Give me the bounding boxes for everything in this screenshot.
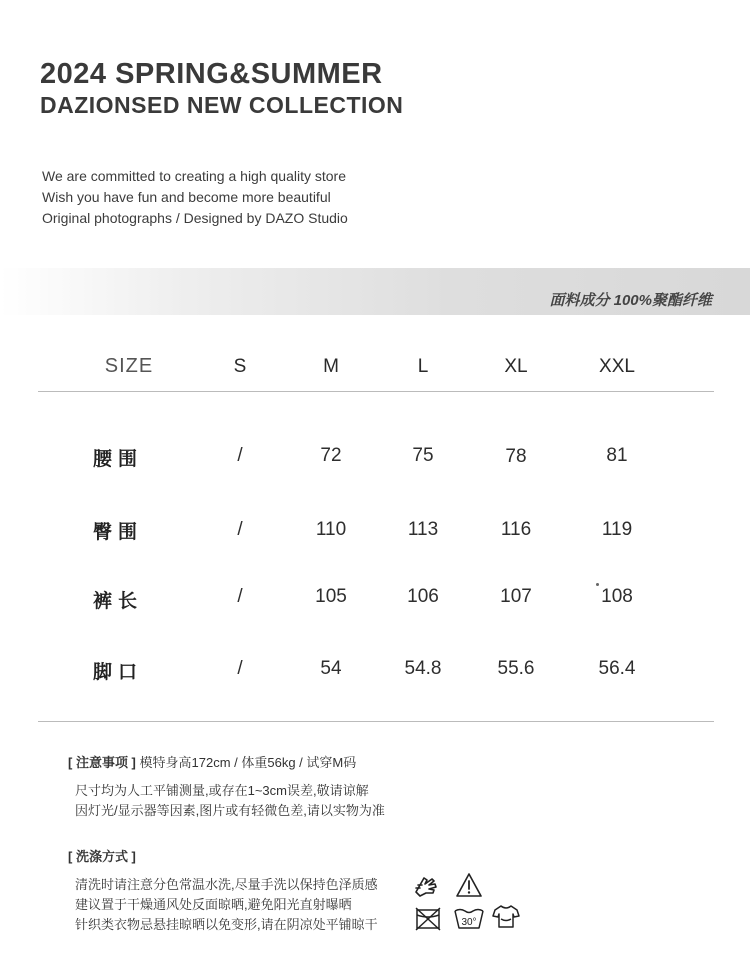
collection-subtitle: DAZIONSED NEW COLLECTION — [40, 92, 404, 118]
washing-title: [ 洗涤方式 ] — [68, 849, 136, 864]
stray-dot — [596, 583, 599, 586]
table-cell: / — [237, 658, 243, 679]
intro-line: We are committed to creating a high quality store — [42, 168, 347, 184]
table-cell: 81 — [606, 445, 628, 466]
table-cell: 105 — [315, 586, 347, 607]
table-cell: 55.6 — [497, 658, 535, 679]
table-cell: 116 — [500, 519, 532, 540]
notes-line: 尺寸均为人工平铺测量,或存在1~3cm误差,敬请谅解 — [75, 783, 369, 798]
row-label-hip: 臀围 — [93, 522, 144, 543]
notes-title: [ 注意事项 ] — [68, 755, 136, 770]
flat-dry-shirt-icon — [491, 903, 521, 931]
warning-icon — [455, 872, 483, 898]
table-top-rule — [38, 391, 714, 392]
size-header-label: SIZE — [104, 355, 154, 377]
notes-header — [68, 752, 356, 771]
table-cell: 54 — [320, 658, 342, 679]
washing-line: 清洗时请注意分色常温水洗,尽量手洗以保持色泽质感 — [75, 877, 378, 892]
do-not-tumble-dry-icon — [414, 906, 442, 932]
wash-30-icon — [452, 905, 486, 931]
size-header-xxl: XXL — [599, 356, 635, 377]
table-cell: / — [237, 519, 243, 540]
notes-model-info: 模特身高172cm / 体重56kg / 试穿M码 — [139, 755, 357, 770]
table-cell: 75 — [412, 445, 434, 466]
intro-text — [42, 166, 348, 229]
row-label-waist: 腰围 — [93, 449, 144, 470]
table-cell: 54.8 — [404, 658, 442, 679]
table-cell: 113 — [407, 519, 439, 540]
size-header-l: L — [417, 356, 429, 377]
table-cell: 110 — [315, 519, 347, 540]
notes-lines — [75, 781, 385, 821]
table-bottom-rule — [38, 721, 714, 722]
table-cell: 108 — [601, 586, 633, 607]
washing-line: 针织类衣物忌悬挂晾晒以免变形,请在阴凉处平铺晾干 — [75, 917, 378, 932]
washing-lines — [75, 875, 378, 935]
collection-title: 2024 SPRING&SUMMER — [40, 58, 383, 90]
size-header-m: M — [323, 356, 339, 377]
washing-line: 建议置于干燥通风处反面晾晒,避免阳光直射曝晒 — [75, 897, 352, 912]
row-label-hem: 脚口 — [93, 662, 144, 683]
table-cell: 72 — [320, 445, 342, 466]
table-cell: 78 — [505, 446, 527, 467]
size-header-s: S — [233, 356, 247, 377]
hand-wash-icon — [412, 870, 442, 900]
size-header-xl: XL — [504, 356, 528, 377]
table-cell: 56.4 — [598, 658, 636, 679]
row-label-length: 裤长 — [93, 591, 144, 612]
intro-line: Original photographs / Designed by DAZO Studio — [42, 210, 348, 226]
fabric-composition: 面料成分 100%聚酯纤维 — [549, 292, 712, 309]
wash-temperature: 30° — [461, 917, 477, 928]
table-cell: 107 — [500, 586, 532, 607]
notes-line: 因灯光/显示器等因素,图片或有轻微色差,请以实物为准 — [75, 803, 385, 818]
table-cell: 119 — [601, 519, 633, 540]
table-cell: / — [237, 586, 243, 607]
intro-line: Wish you have fun and become more beautiful — [42, 189, 331, 205]
table-cell: / — [237, 445, 243, 466]
table-cell: 106 — [407, 586, 439, 607]
